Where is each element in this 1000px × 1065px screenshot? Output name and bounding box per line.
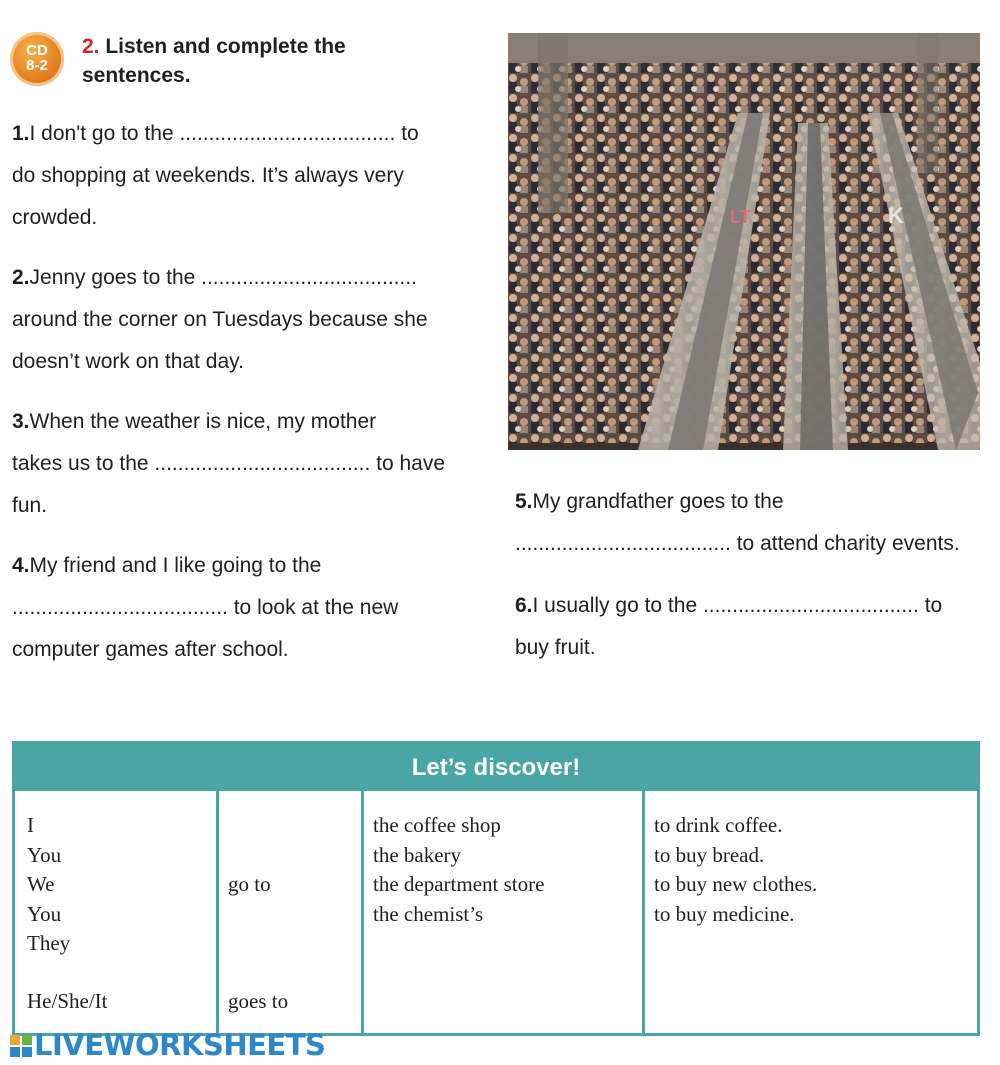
- question-text: When the weather is nice, my mother: [29, 410, 377, 433]
- place: the coffee shop: [373, 813, 501, 837]
- mall-crowd-photo: [508, 33, 980, 450]
- place: the bakery: [373, 842, 462, 867]
- svg-text:K: K: [888, 203, 904, 228]
- place: the department store: [373, 872, 545, 896]
- question-text: to attend charity events.: [730, 532, 960, 555]
- answer-blank-5[interactable]: .....................................: [515, 532, 731, 555]
- purpose-list: [654, 811, 817, 929]
- question-text: I don't go to the: [29, 122, 180, 145]
- question-6: [515, 585, 995, 669]
- question-1: [12, 113, 482, 239]
- mall-image: [508, 33, 980, 450]
- question-text: buy fruit.: [515, 636, 596, 659]
- subject: You: [27, 842, 62, 867]
- question-number: 3.: [12, 410, 30, 433]
- question-5: [515, 481, 995, 565]
- place: the chemist’s: [373, 901, 484, 926]
- question-2: [12, 257, 492, 383]
- purpose: to drink coffee.: [654, 813, 783, 837]
- question-text: My friend and I like going to the: [29, 554, 322, 577]
- question-text: My grandfather goes to the: [532, 490, 784, 513]
- verb-third-person: goes to: [228, 989, 289, 1013]
- purpose: to buy medicine.: [654, 901, 795, 926]
- logo-grid-icon: [10, 1035, 32, 1057]
- answer-blank-6[interactable]: .....................................: [702, 594, 919, 617]
- purpose: to buy new clothes.: [654, 872, 818, 896]
- purpose: to buy bread.: [654, 842, 765, 867]
- subject: We: [27, 872, 55, 896]
- question-text: computer games after school.: [12, 638, 289, 661]
- subject: I: [27, 813, 34, 837]
- verb-plural: go to: [228, 872, 271, 896]
- question-number: 5.: [515, 490, 533, 513]
- answer-blank-4[interactable]: .....................................: [12, 596, 228, 619]
- question-number: 1.: [12, 122, 30, 145]
- grammar-box-title: Let’s discover!: [15, 744, 977, 791]
- subject-column: [15, 791, 219, 1033]
- question-text: to look at the new: [227, 596, 399, 619]
- question-text: Jenny goes to the: [29, 266, 202, 289]
- question-text: I usually go to the: [532, 594, 703, 617]
- question-text: around the corner on Tuesdays because she: [12, 308, 428, 331]
- subject: They: [27, 931, 71, 955]
- question-text: do shopping at weekends. It’s always very: [12, 164, 404, 187]
- place-column: [361, 791, 645, 1033]
- answer-blank-2[interactable]: .....................................: [201, 266, 418, 289]
- answer-blank-3[interactable]: .....................................: [154, 452, 371, 475]
- exercise-title: [82, 32, 422, 90]
- question-text: doesn’t work on that day.: [12, 350, 244, 373]
- question-text: crowded.: [12, 206, 98, 229]
- cd-track: 8-2: [26, 57, 48, 74]
- place-list: [373, 811, 544, 929]
- question-number: 4.: [12, 554, 30, 577]
- purpose-column: [642, 791, 977, 1033]
- cd-label: CD: [26, 42, 48, 59]
- svg-text:LT: LT: [730, 207, 751, 227]
- liveworksheets-logo[interactable]: [10, 1028, 325, 1062]
- grammar-box: [12, 741, 980, 1036]
- question-text: fun.: [12, 494, 48, 517]
- question-text: to have: [370, 452, 446, 475]
- logo-text: LIVEWORKSHEETS: [34, 1028, 326, 1062]
- cd-badge-icon: [10, 32, 64, 86]
- verb-column: [216, 791, 364, 1033]
- question-3: [12, 401, 492, 527]
- exercise-number: 2.: [82, 35, 100, 58]
- question-text: takes us to the: [12, 452, 155, 475]
- question-text: to: [395, 122, 419, 145]
- answer-blank-1[interactable]: .....................................: [179, 122, 396, 145]
- question-text: to: [918, 594, 943, 617]
- question-number: 2.: [12, 266, 30, 289]
- subject-third-person: He/She/It: [27, 989, 108, 1013]
- subject-list: [27, 811, 70, 959]
- exercise-instruction: Listen and complete the sentences.: [82, 35, 346, 87]
- question-4: [12, 545, 492, 671]
- subject: You: [27, 901, 62, 926]
- question-number: 6.: [515, 594, 533, 617]
